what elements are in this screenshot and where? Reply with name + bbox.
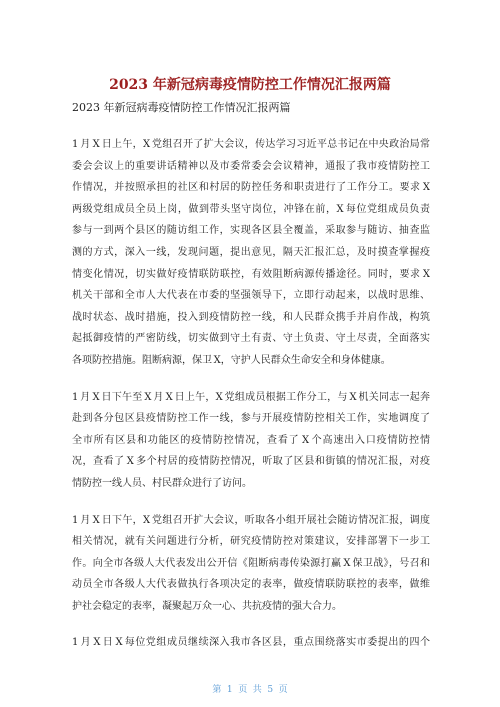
paragraph-line: 相关情况，就有关问题进行分析，研究疫情防控对策建议，安排部署下一步工	[72, 536, 430, 548]
paragraph-line: 作。向全市各级人大代表发出公开信《阻断病毒传染源打赢 X 保卫战》，号召和	[72, 557, 430, 569]
paragraph-line: 1 月 X 日上午，X 党组召开了扩大会议，传达学习习近平总书记在中央政治局常	[72, 139, 430, 150]
paragraph-line: 机关干部和全市人大代表在市委的坚强领导下，立即行动起来，以战时思维、	[72, 290, 430, 302]
paragraph-line: 参与一到两个县区的随访组工作，实现各区县全覆盖，采取参与随访、抽查监	[72, 225, 430, 237]
paragraph-line: 委会会议上的重要讲话精神以及市委常委会会议精神，通报了我市疫情防控工	[72, 160, 430, 172]
paragraph-line: 赴到各分包区县疫情防控工作一线，参与开展疫情防控相关工作，实地调度了	[72, 413, 430, 425]
paragraph-line: 测的方式，深入一线，发现问题，提出意见，隔天汇报汇总，及时摸查掌握疫	[72, 246, 430, 258]
paragraph-line: 两级党组成员全员上岗，做到带头坚守岗位，冲锋在前，X 每位党组成员负责	[72, 203, 430, 215]
paragraph-line: 护社会稳定的表率，凝聚起万众一心、共抗疫情的强大合力。	[72, 600, 342, 612]
paragraph-1	[72, 134, 430, 372]
document-subtitle: 2023 年新冠病毒疫情防控工作情况汇报两篇	[72, 101, 291, 114]
paragraph-line: 各项防控措施。阻断病源，保卫 X，守护人民群众生命安全和身体健康。	[72, 354, 391, 366]
paragraph-3	[72, 510, 430, 618]
paragraph-line: 1 月 X 日下午至 X 月 X 日上午，X 党组成员根据工作分工，与 X 机关同志一起奔	[72, 391, 430, 403]
paragraph-line: 况，查看了 X 多个村居的疫情防控情况，听取了区县和街镇的情况汇报，对疫	[72, 456, 430, 468]
paragraph-line: 全市所有区县和功能区的疫情防控情况，查看了 X 个高速出入口疫情防控情	[72, 434, 430, 446]
paragraph-line: 情防控一线人员、村民群众进行了访问。	[72, 477, 252, 489]
paragraph-line: 1 月 X 日下午，X 党组召开扩大会议，听取各小组开展社会随访情况汇报，调度	[72, 514, 430, 526]
document-title: 2023 年新冠病毒疫情防控工作情况汇报两篇	[109, 77, 391, 93]
paragraph-line: 作情况，并按照承担的社区和村居的防控任务和职责进行了工作分工。要求 X	[72, 182, 430, 194]
paragraph-2	[72, 387, 430, 495]
paragraph-line: 情变化情况，切实做好疫情联防联控，有效阻断病源传播途径。同时，要求 X	[72, 268, 430, 280]
paragraph-4	[72, 632, 430, 654]
paragraph-line: 起抵御疫情的严密防线，切实做到守土有责、守土负责、守土尽责，全面落实	[72, 333, 430, 345]
paragraph-line: 战时状态、战时措施，投入到疫情防控一线，和人民群众携手并肩作战，构筑	[72, 311, 430, 323]
paragraph-line: 1 月 X 日 X 每位党组成员继续深入我市各区县，重点围绕落实市委提出的四个	[72, 637, 430, 649]
paragraph-line: 动员全市各级人大代表做执行各项决定的表率，做疫情联防联控的表率，做维	[72, 579, 430, 591]
document-body	[72, 134, 430, 669]
page-number-footer: 第 1 页 共 5 页	[212, 685, 288, 695]
